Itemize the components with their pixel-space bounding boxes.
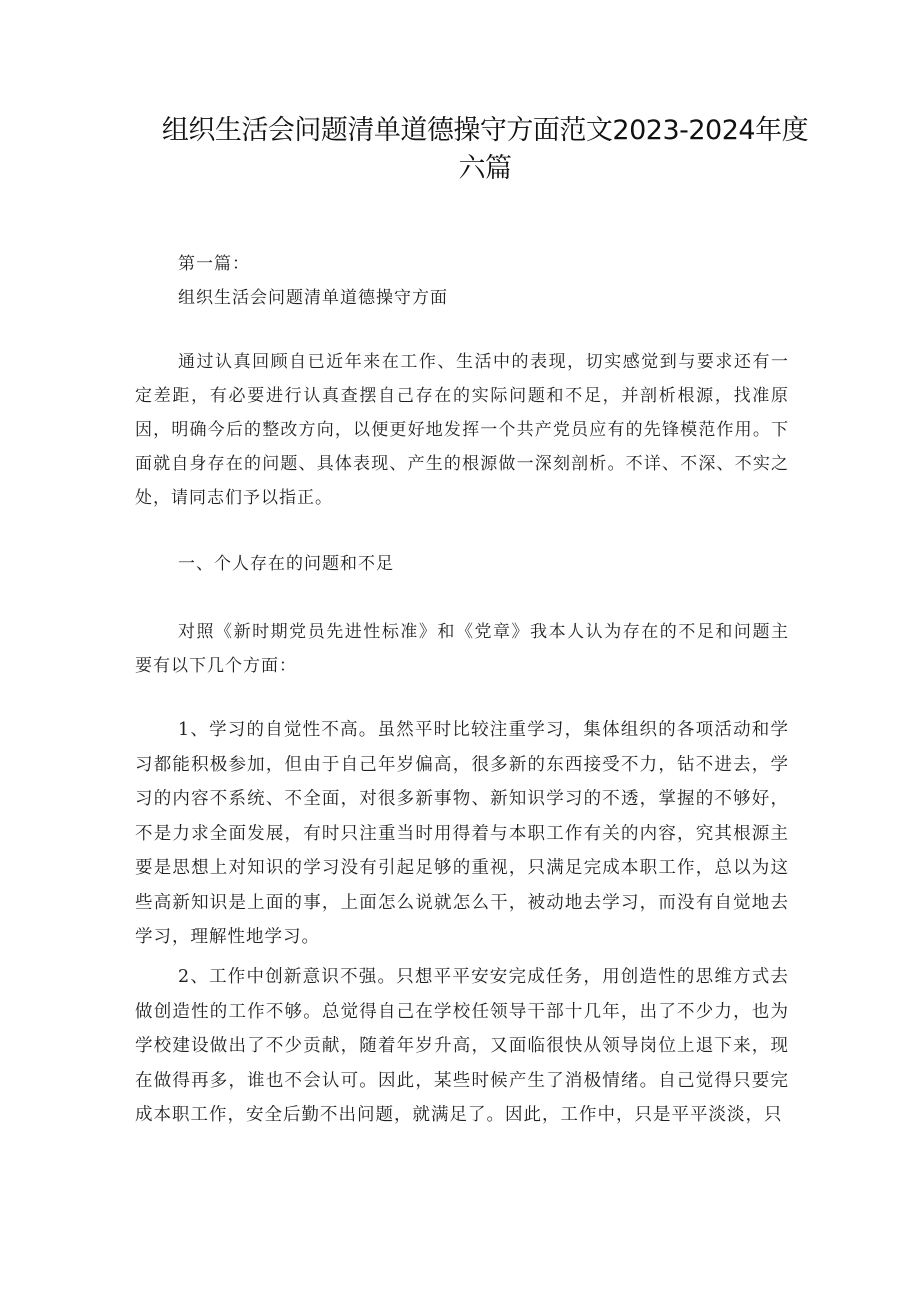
point-2-paragraph: 2、工作中创新意识不强。只想平平安安完成任务，用创造性的思维方式去做创造性的工作不够。总觉得自己在学校任领导干部十几年，出了不少力，也为学校建设做出了不少贡献，随着年岁升高，又面临很快从领导岗位上退下来，现在做得再多，谁也不会认可。因此，某些时候产生了消极情绪。自己觉得只要完成本职工作，安全后勤不出问题，就满足了。因此，工作中，只是平平淡淡，只 bbox=[135, 967, 789, 1125]
point-1-paragraph: 1、学习的自觉性不高。虽然平时比较注重学习，集体组织的各项活动和学习都能积极参加，但由于自己年岁偏高，很多新的东西接受不力，钻不进去，学习的内容不系统、不全面，对很多新事物、新知识学习的不透，掌握的不够好，不是力求全面发展，有时只注重当时用得着与本职工作有关的内容，究其根源主要是思想上对知识的学习没有引起足够的重视，只满足完成本职工作，总以为这些高新知识是上面的事，上面怎么说就怎么干，被动地去学习，而没有自觉地去学习，理解性地学习。 bbox=[135, 720, 789, 947]
overview-paragraph: 对照《新时期党员先进性标准》和《党章》我本人认为存在的不足和问题主要有以下几个方面： bbox=[135, 622, 789, 676]
chapter-label: 第一篇： bbox=[178, 254, 250, 274]
intro-paragraph: 通过认真回顾自已近年来在工作、生活中的表现，切实感觉到与要求还有一定差距，有必要进行认真查摆自己存在的实际问题和不足，并剖析根源，找准原因，明确今后的整改方向，以便更好地发挥一个共产党员应有的先锋模范作用。下面就自身存在的问题、具体表现、产生的根源做一深刻剖析。不详、不深、不实之处，请同志们予以指正。 bbox=[135, 352, 789, 508]
document-title: 组织生活会问题清单道德操守方面范文2023-2024年度六篇 bbox=[161, 115, 809, 184]
section-heading: 一、个人存在的问题和不足 bbox=[178, 554, 394, 574]
chapter-subtitle: 组织生活会问题清单道德操守方面 bbox=[178, 288, 448, 308]
